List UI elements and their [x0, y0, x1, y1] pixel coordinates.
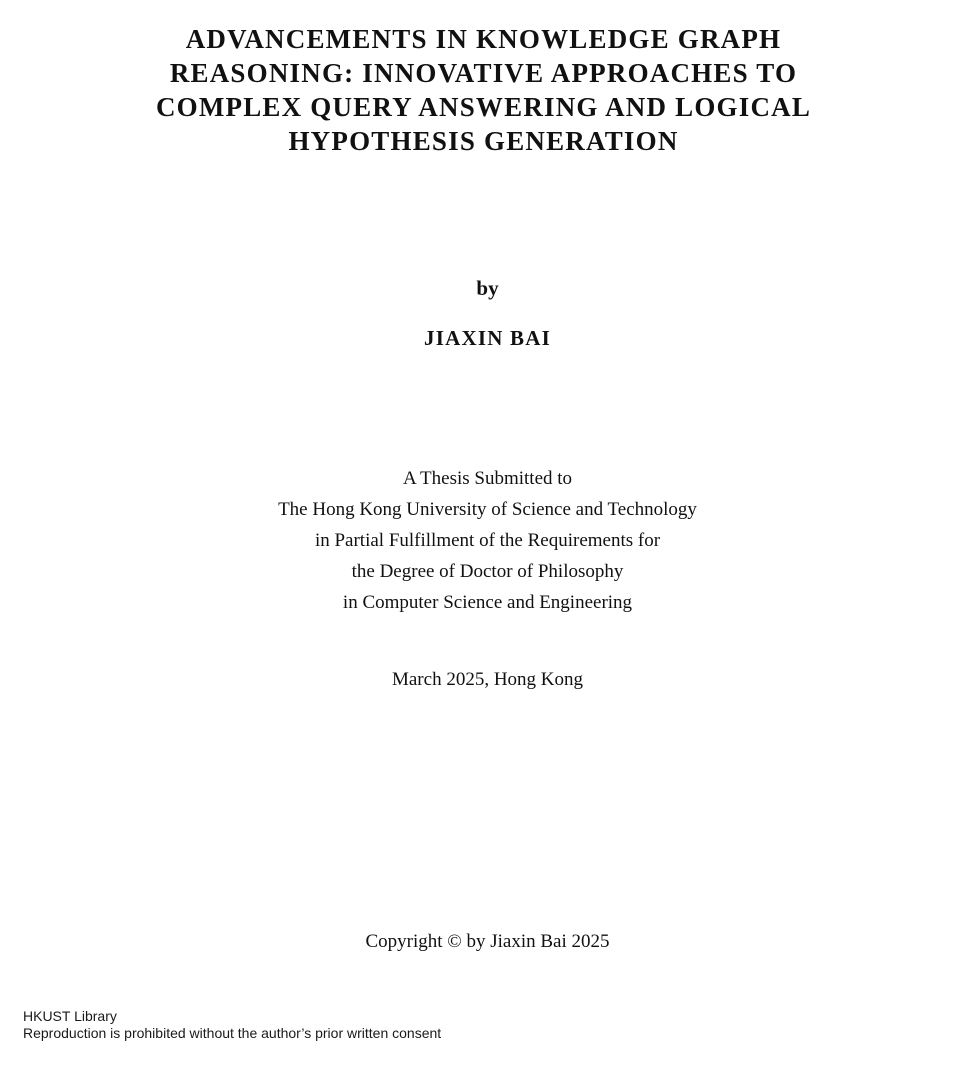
library-name: HKUST Library: [23, 1008, 117, 1024]
submission-statement: [0, 463, 967, 618]
submission-line: in Partial Fulfillment of the Requirements for: [314, 530, 661, 551]
title-line: HYPOTHESIS GENERATION: [288, 126, 679, 156]
submission-line: A Thesis Submitted to: [402, 468, 573, 489]
submission-line: The Hong Kong University of Science and Technology: [278, 499, 697, 520]
submission-line: the Degree of Doctor of Philosophy: [351, 561, 624, 582]
by-label: by: [476, 276, 499, 300]
reproduction-notice: Reproduction is prohibited without the author’s prior written consent: [23, 1025, 442, 1041]
date-place: March 2025, Hong Kong: [391, 669, 584, 690]
library-footer: [23, 1008, 441, 1042]
thesis-title: [60, 22, 907, 158]
author-name: JIAXIN BAI: [424, 326, 551, 350]
title-line: COMPLEX QUERY ANSWERING AND LOGICAL: [155, 92, 812, 122]
submission-line: in Computer Science and Engineering: [342, 592, 633, 613]
copyright-notice: Copyright © by Jiaxin Bai 2025: [365, 931, 610, 952]
title-line: ADVANCEMENTS IN KNOWLEDGE GRAPH: [185, 24, 782, 54]
title-line: REASONING: INNOVATIVE APPROACHES TO: [169, 58, 798, 88]
